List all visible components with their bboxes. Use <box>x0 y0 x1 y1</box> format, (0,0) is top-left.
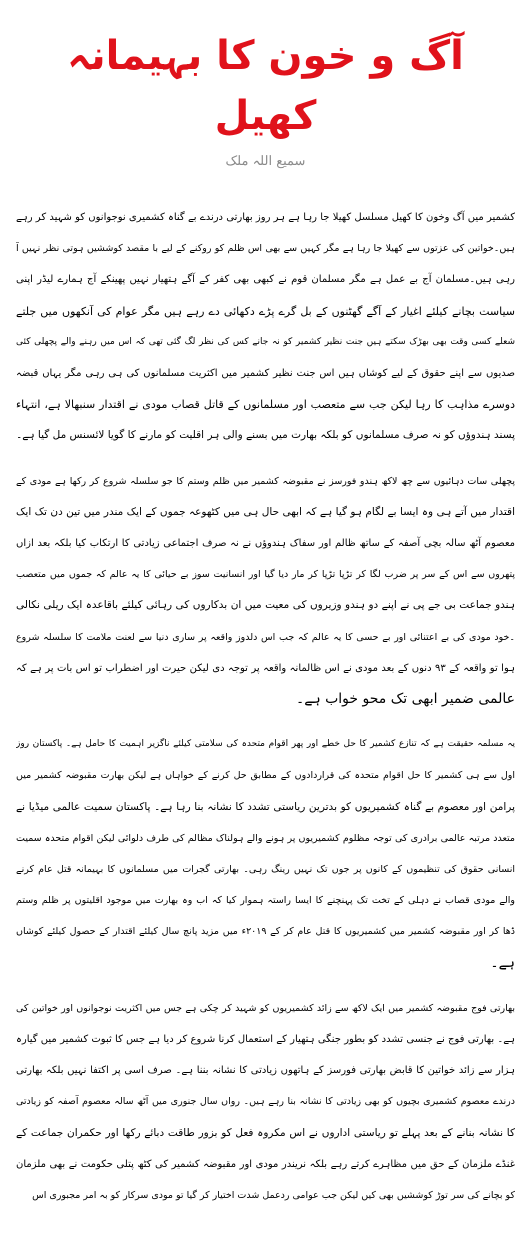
article-paragraph <box>16 466 515 716</box>
paragraph-line: ہیں۔خواتین کی عزتوں سے کھیلا جا رہا ہے مگر کہیں سے بھی اس ظلم کو روکنے کے لیے با مقصد کوششیں ہوتی نظر نہیں آ <box>16 243 515 255</box>
article-paragraph <box>16 729 515 979</box>
paragraph-line: رہی ہیں۔مسلمان آج بے عمل ہے مگر مسلمان قوم نے کبھی بھی کفر کے آگے ہتھیار نہیں پھینکے آج ہمارے لیڈر اپنی <box>16 274 515 286</box>
paragraph-line: ہزار سے زائد خواتین کا قابض بھارتی فورسز کے ہاتھوں زیادتی کا نشانہ بننا ہے۔ صرف اسی پر اکتفا نہیں بلکہ بھارتی <box>16 1065 515 1077</box>
paragraph-line: سیاست بچانے کیلئے اغیار کے آگے گھٹنوں کے بل گرے پڑے دکھائی دے رہے ہیں مگر عوام کی آنکھوں میں جلتے <box>16 304 515 318</box>
paragraph-line: پسند ہندوؤں کو نہ صرف مسلمانوں کو بلکہ بھارت میں بسنے والی ہر اقلیت کو مارنے کا گویا لائسنس مل گیا ہے۔ <box>16 429 515 442</box>
paragraph-line: درندے معصوم کشمیری بچیوں کو بھی زیادتی کا نشانہ بنا رہے ہیں۔ رواں سال جنوری میں آٹھ سالہ معصوم آصفہ کو زیادتی <box>16 1096 515 1108</box>
paragraph-line: کو بچانے کی سر توڑ کوششیں بھی کیں لیکن جب عوامی ردعمل شدت اختیار کر گیا تو مودی سرکار کو بہ امر مجبوری اس <box>32 1190 515 1202</box>
paragraph-line: پرامن اور معصوم بے گناہ کشمیریوں کو بدترین ریاستی تشدد کا نشانہ بنا رہا ہے۔ پاکستان سمیت عالمی میڈیا نے <box>16 800 515 813</box>
paragraph-line: یہ مسلمہ حقیقت ہے کہ تنازع کشمیر کا حل خطے اور پھر اقوام متحدہ کی سلامتی کیلئے ناگزیر اہمیت کا حامل ہے۔ پاکستان روز <box>16 739 515 750</box>
paragraph-line: غنڈے ملزمان کے حق میں مظاہرے کرتے رہے بلکہ نریندر مودی اور مقبوضہ کشمیر کی کٹھ پتلی حکومت نے بھی ملزمان <box>16 1158 515 1170</box>
paragraph-line: شعلے کسی وقت بھی بھڑک سکتے ہیں جنت نظیر کشمیر کو نہ جانے کس کی نظر لگ گئی تھی کہ اس میں رہنے والے پچھلی کئی <box>16 336 515 347</box>
paragraph-line: اقتدار میں آتے ہی وہ ایسا بے لگام ہو گیا ہے کہ ابھی حال ہی میں کٹھوعہ جموں کے ایک مندر میں تین دن تک ایک <box>16 505 515 518</box>
article-body <box>16 202 515 1211</box>
paragraph-line: انسانی حقوق کی تنظیموں کے کانوں پر جوں تک نہیں رینگ رہی۔ بھارتی گجرات میں مسلمانوں کا بہیمانہ قتل عام کرنے <box>16 864 515 876</box>
paragraph-line: ہے۔ <box>490 954 515 971</box>
paragraph-line: اول سے ہی کشمیر کا حل اقوام متحدہ کی قراردادوں کے مطابق حل کرنے کے خواہاں ہے لیکن بھارت مقبوضہ کشمیر میں <box>16 770 515 782</box>
paragraph-line: صدیوں سے اپنے حقوق کے لیے کوشاں ہیں اس جنت نظیر کشمیر میں اکثریت مسلمانوں کی ہی رہی مگر یہاں قبضہ <box>16 368 515 380</box>
paragraph-line: کا نشانہ بنانے کے بعد پہلے تو ریاستی اداروں نے اس مکروہ فعل کو بزور طاقت دبائے رکھا اور حکمران جماعت کے <box>16 1126 515 1139</box>
paragraph-line: پچھلی سات دہائیوں سے چھ لاکھ ہندو فورسز نے مقبوضہ کشمیر میں ظلم وستم کا جو سلسلہ شروع کر رکھا ہے مودی کے <box>16 475 515 487</box>
paragraph-line: متعدد مرتبہ عالمی برادری کی توجہ مظلوم کشمیریوں پر ہونے والے ہولناک مظالم کی طرف دلوائی لیکن اقوام متحدہ سمیت <box>16 832 515 844</box>
article-paragraph <box>16 202 515 452</box>
paragraph-line: کشمیر میں آگ وخون کا کھیل مسلسل کھیلا جا رہا ہے ہر روز بھارتی درندے بے گناہ کشمیری نوجوانوں کو شہید کر رہے <box>16 212 515 223</box>
article-headline: آگ و خون کا بہیمانہ کھیل <box>67 33 464 139</box>
paragraph-line: ہندو جماعت بی جے پی نے اپنے دو ہندو وزیروں کی معیت میں ان بدکاروں کی رہائی کیلئے باقاعدہ ایک ریلی نکالی <box>16 599 515 612</box>
paragraph-line: پتھروں سے اس کے سر پر ضرب لگا کر تڑپا تڑپا کر مار دیا گیا اور انسانیت سوز بے حیائی کا یہ عالم کہ جموں میں متعصب <box>16 569 515 581</box>
article-paragraph <box>16 993 515 1211</box>
paragraph-line: عالمی ضمیر ابھی تک محو خواب ہے۔ <box>296 691 515 708</box>
paragraph-line: ڈھا کر اور مقبوضہ کشمیر میں کشمیریوں کا قتل عام کر کے ۲۰۱۹ء میں مزید پانچ سال کیلئے اقتدار کے حصول کیلئے کوشاں <box>16 926 515 938</box>
paragraph-line: دوسرے مذاہب کا رہا لیکن جب سے متعصب اور مسلمانوں کے قاتل قصاب مودی نے اقتدار سنبھالا ہے، انتہاء <box>16 398 515 412</box>
paragraph-line: والے مودی قصاب نے دہلی کے تخت تک پہنچنے کا ایسا راستہ ہموار کیا کہ اب وہ بھارت میں موجود اقلیتوں پر ظلم وستم <box>16 895 515 907</box>
paragraph-line: معصوم آٹھ سالہ بچی آصفہ کے ساتھ ظالم اور سفاک ہندوؤں نے نہ صرف اجتماعی زیادتی کا ارتکاب کیا بلکہ بعد ازاں <box>16 538 515 550</box>
paragraph-line: ۔خود مودی کی بے اعتنائی اور بے حسی کا یہ عالم کہ جب اس دلدوز واقعہ پر ساری دنیا سے لعنت ملامت کا سلسلہ شروع <box>16 631 515 643</box>
paragraph-line: ہوا تو واقعہ کے ۹۳ دنوں کے بعد مودی نے اس ظالمانہ واقعہ پر توجہ دی لیکن حیرت اور اضطراب تو اس بات پر ہے کہ <box>16 662 515 674</box>
article-byline: سمیع اللہ ملک <box>225 154 306 169</box>
paragraph-line: بھارتی فوج مقبوضہ کشمیر میں ایک لاکھ سے زائد کشمیریوں کو شہید کر چکی ہے جس میں اکثریت نوجوانوں اور خواتین کی <box>16 1002 515 1014</box>
paragraph-line: ہے۔ بھارتی فوج نے جنسی تشدد کو بطور جنگی ہتھیار کے استعمال کرنا شروع کر دیا ہے جس کا ثبوت کشمیر میں گیارہ <box>16 1034 515 1046</box>
